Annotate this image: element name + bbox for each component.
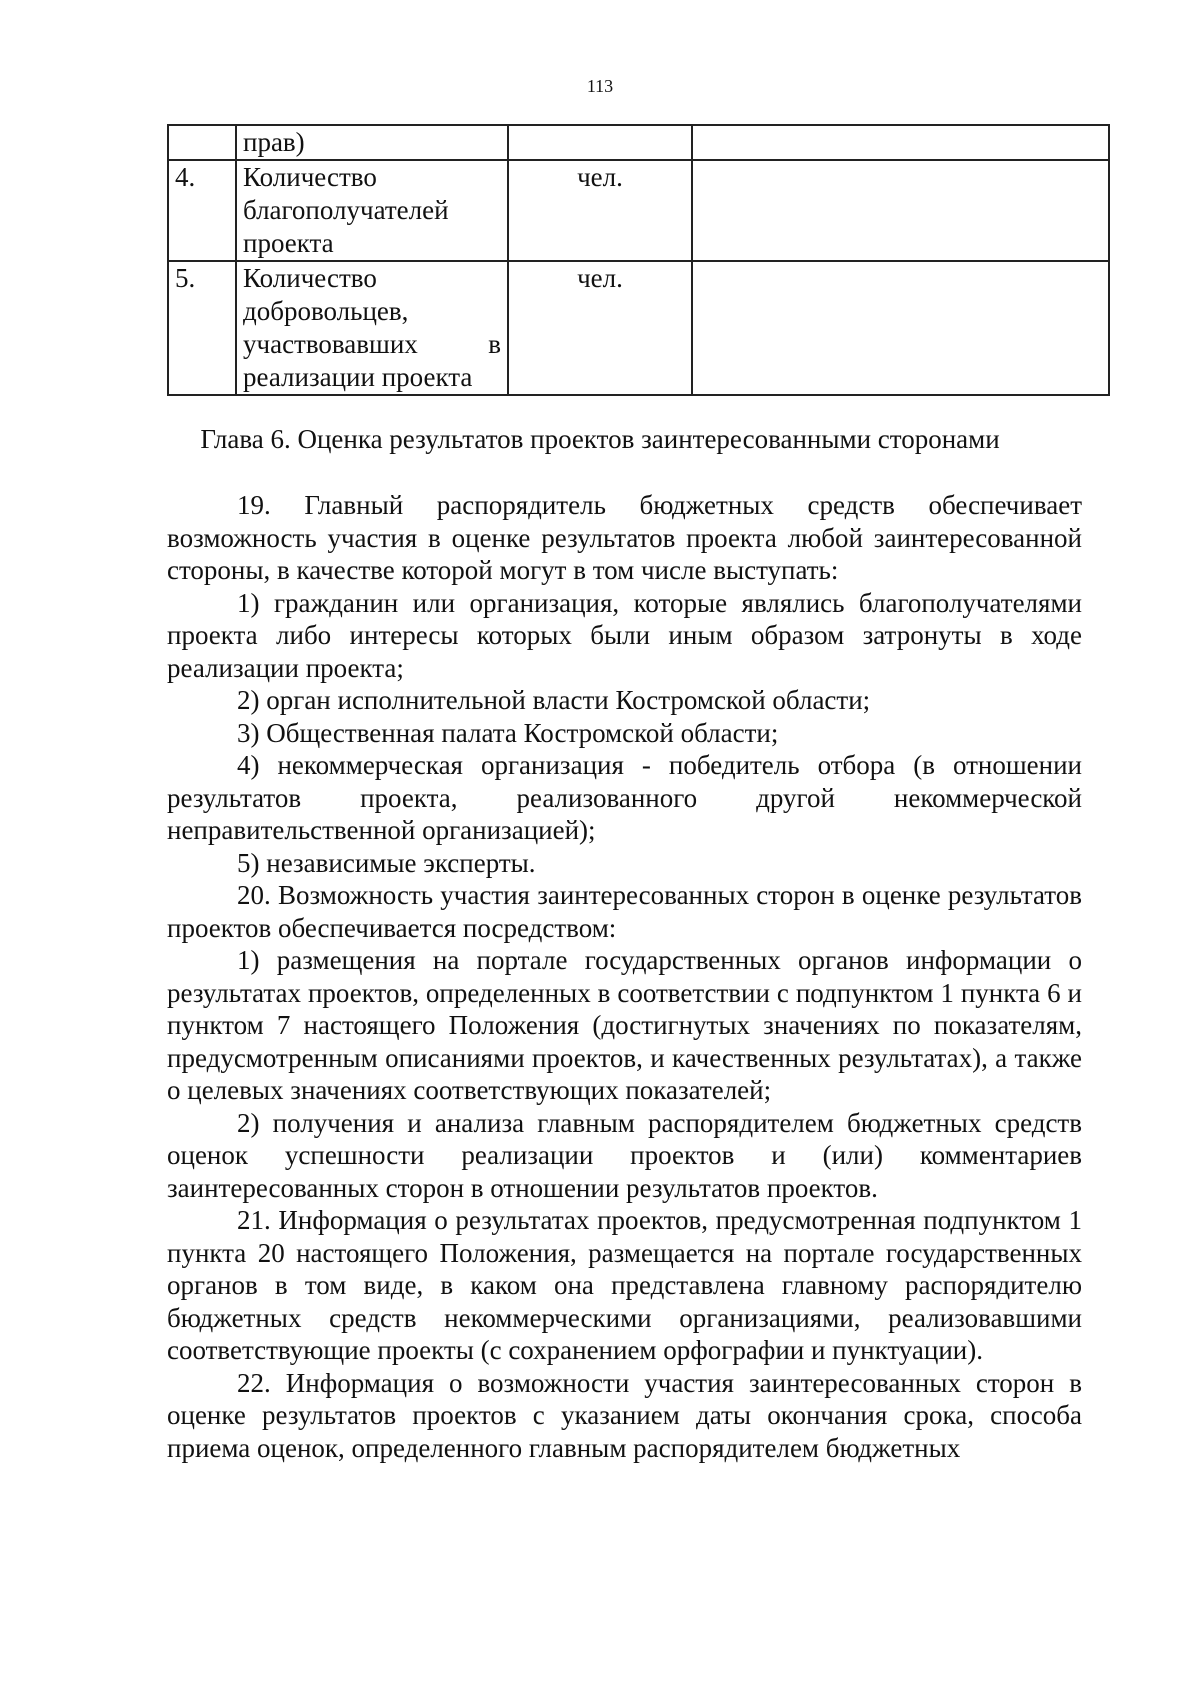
paragraph: 4) некоммерческая организация - победитель отбора (в отношении результатов проекта, реализованного другой некоммерческой неправительственной организацией); — [167, 750, 1082, 845]
paragraph: 1) гражданин или организация, которые являлись благополучателями проекта либо интересы которых были иным образом затронуты в ходе реализации проекта; — [167, 587, 1082, 683]
indicator-value — [692, 261, 1109, 395]
unit-of-measure — [508, 125, 692, 160]
paragraph: 3) Общественная палата Костромской области; — [237, 717, 779, 748]
row-number: 5. — [168, 261, 236, 395]
indicator-value — [692, 125, 1109, 160]
table-row — [168, 160, 1109, 261]
table-row — [168, 261, 1109, 395]
indicator-name: прав) — [236, 125, 508, 160]
paragraph: 22. Информация о возможности участия заинтересованных сторон в оценке результатов проектов с указанием даты окончания срока, способа приема оценок, определенного главным распорядителем бюджетных — [167, 1367, 1082, 1463]
table-row — [168, 125, 1109, 160]
paragraph: 1) размещения на портале государственных органов информации о результатах проектов, определенных в соответствии с подпунктом 1 пункта 6 и пунктом 7 настоящего Положения (достигнутых значениях по показателям, предусмотренным описаниями проектов, и качественных результатах), а также о целевых значениях соответствующих показателей; — [167, 945, 1082, 1105]
paragraph: 19. Главный распорядитель бюджетных средств обеспечивает возможность участия в оценке результатов проекта любой заинтересованной стороны, в качестве которой могут в том числе выступать: — [167, 490, 1082, 585]
indicator-name: Количество благополучателей проекта — [236, 160, 508, 261]
paragraph: 2) получения и анализа главным распорядителем бюджетных средств оценок успешности реализации проектов и (или) комментариев заинтересованных сторон в отношении результатов проектов. — [167, 1107, 1082, 1203]
indicator-value — [692, 160, 1109, 261]
paragraph: 5) независимые эксперты. — [237, 847, 536, 878]
page-number: 113 — [586, 76, 614, 96]
indicators-table — [167, 124, 1110, 396]
paragraph: 20. Возможность участия заинтересованных сторон в оценке результатов проектов обеспечивается посредством: — [167, 880, 1082, 943]
unit-of-measure: чел. — [508, 160, 692, 261]
body-text — [167, 489, 1082, 1464]
chapter-title: Глава 6. Оценка результатов проектов заинтересованными сторонами — [200, 424, 1000, 454]
row-number: 4. — [168, 160, 236, 261]
paragraph: 21. Информация о результатах проектов, предусмотренная подпунктом 1 пункта 20 настоящего Положения, размещается на портале государственных органов в том виде, в каком она представлена главному распорядителю бюджетных средств некоммерческими организациями, реализовавшими соответствующие проекты (с сохранением орфографии и пунктуации). — [167, 1205, 1082, 1365]
unit-of-measure: чел. — [508, 261, 692, 395]
indicator-name: Количество добровольцев, участвовавших в реализации проекта — [236, 261, 508, 395]
paragraph: 2) орган исполнительной власти Костромской области; — [237, 685, 871, 715]
row-number — [168, 125, 236, 160]
